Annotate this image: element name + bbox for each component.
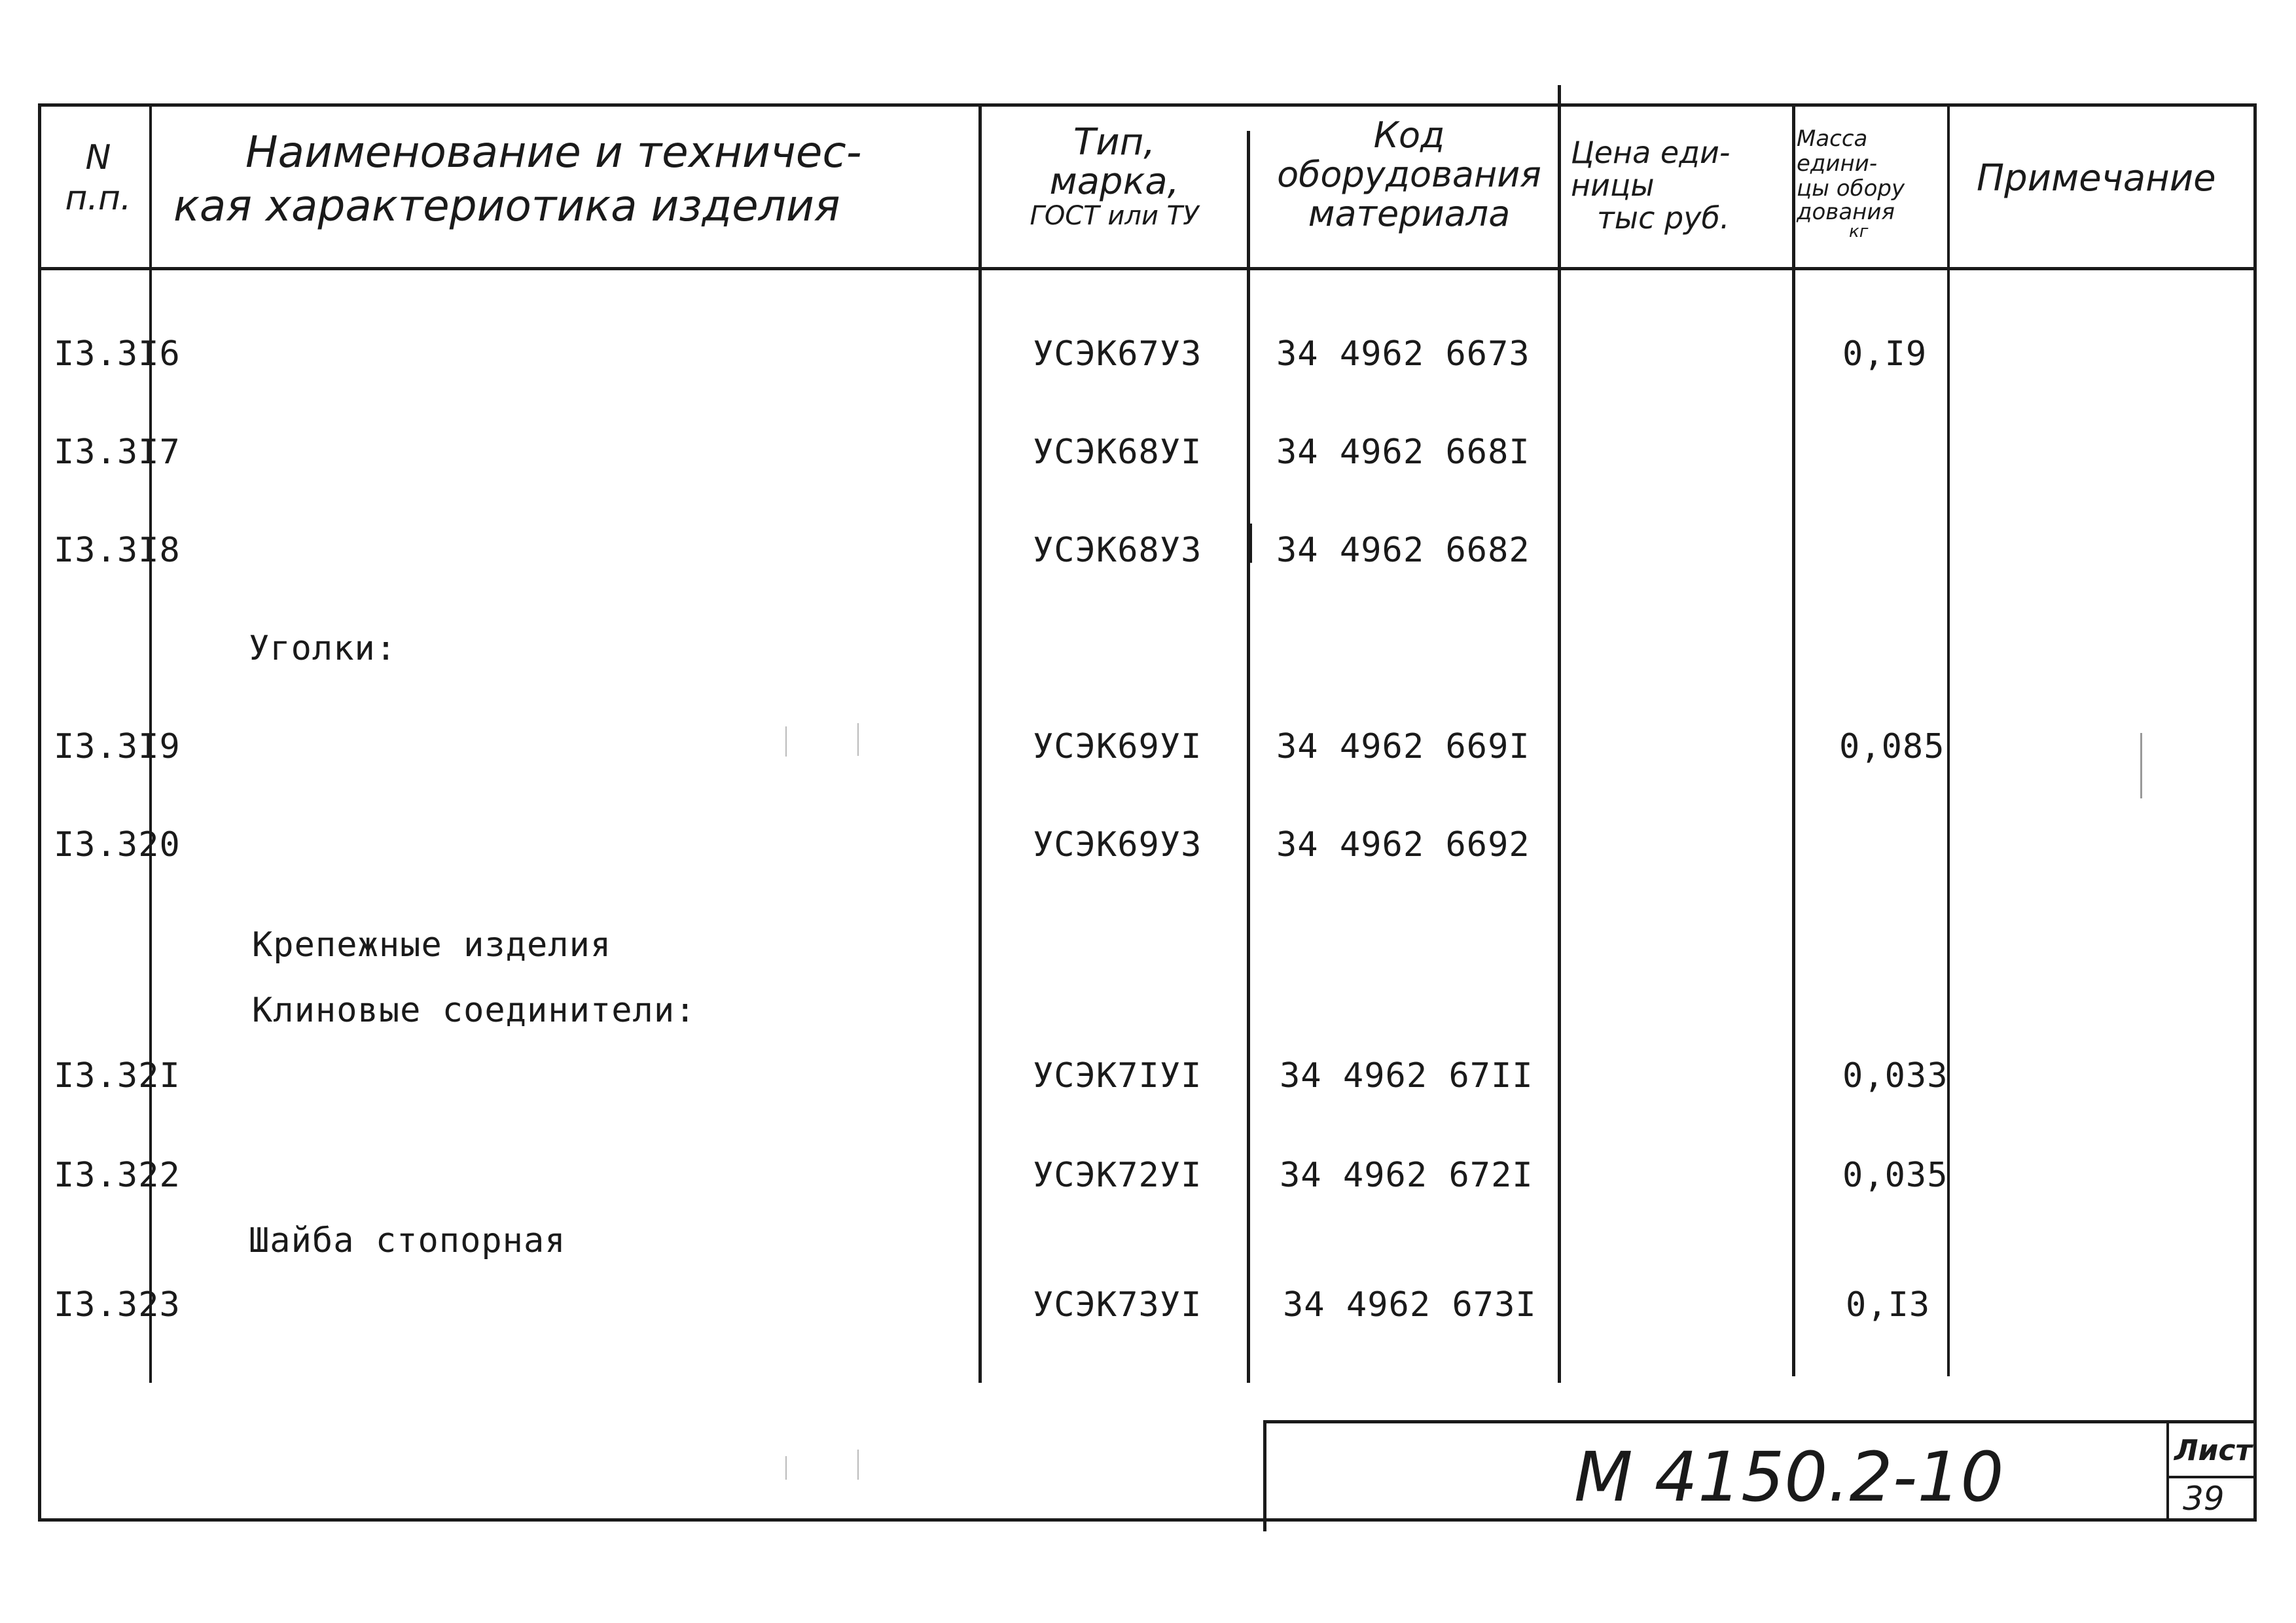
row-num: I3.3I6 (54, 334, 181, 374)
header-num-line-2: п.п. (65, 179, 132, 218)
header-type-line-2: марка, (1049, 160, 1179, 203)
header-type-line-1: Тип, (1073, 121, 1155, 164)
row-num: I3.3I7 (54, 433, 181, 472)
row-code: 34 4962 6692 (1276, 825, 1530, 865)
row-mass: 0,I3 (1846, 1285, 1931, 1325)
header-mass-line-2: едини- (1797, 151, 1878, 177)
frame-right (2253, 103, 2257, 1520)
header-code-line-1: Код (1373, 115, 1445, 156)
frame-bottom (38, 1518, 2257, 1522)
header-num-line-1: N (85, 138, 111, 177)
row-num: I3.3I9 (54, 727, 181, 766)
sheet-box-left (2166, 1420, 2169, 1522)
row-code: 34 4962 669I (1276, 727, 1530, 766)
header-mass-line-1: Масса (1797, 126, 1868, 152)
row-num: I3.322 (54, 1156, 181, 1195)
row-code: 34 4962 6673 (1276, 334, 1530, 374)
header-price-line-3: тыс руб. (1597, 200, 1730, 236)
frame-top (38, 103, 2257, 107)
row-code: 34 4962 672I (1280, 1156, 1534, 1195)
scan-speck (1247, 524, 1252, 563)
row-type: УСЭК68УI (1033, 433, 1202, 472)
row-type: УСЭК68УЗ (1033, 531, 1202, 570)
row-type: УСЭК69УI (1033, 727, 1202, 766)
header-price (1571, 135, 1731, 236)
row-name: Клиновые соединители: (252, 991, 696, 1030)
frame-left (38, 103, 41, 1520)
header-code-line-2: оборудования (1277, 154, 1541, 195)
header-num (52, 138, 144, 218)
header-code (1255, 115, 1563, 234)
row-type: УСЭК72УI (1033, 1156, 1202, 1195)
header-name-line-1: Наименование и техничес- (245, 127, 862, 177)
sheet-number: 39 (2183, 1480, 2225, 1518)
sheet-box-divider (2166, 1476, 2257, 1478)
row-mass: 0,I9 (1842, 334, 1928, 374)
row-num: I3.320 (54, 825, 181, 865)
row-code: 34 4962 668I (1276, 433, 1530, 472)
document-code: М 4150.2-10 (1574, 1437, 2004, 1517)
title-block-left (1263, 1420, 1266, 1531)
sheet-label: Лист (2174, 1434, 2252, 1467)
scan-speck (785, 726, 787, 757)
col-line-4 (1558, 85, 1561, 1383)
header-price-line-1: Цена еди- (1571, 135, 1731, 170)
header-mass-line-3: цы обору (1797, 175, 1905, 202)
scan-speck (857, 1450, 859, 1480)
row-mass: 0,035 (1842, 1156, 1948, 1195)
header-name-line-2: кая характериотика изделия (173, 181, 840, 231)
header-note: Примечание (1977, 157, 2216, 200)
header-code-line-3: материала (1308, 193, 1511, 234)
row-code: 34 4962 67II (1280, 1056, 1534, 1096)
row-mass: 0,033 (1842, 1056, 1948, 1096)
scan-speck (857, 723, 859, 756)
col-line-3 (1247, 131, 1250, 1383)
row-type: УСЭК73УI (1033, 1285, 1202, 1325)
col-line-2 (978, 103, 982, 1383)
row-name: Уголки: (249, 629, 397, 668)
col-line-5 (1792, 103, 1795, 1376)
scan-speck (2140, 733, 2142, 798)
header-mass (1797, 128, 1905, 240)
row-mass: 0,085 (1839, 727, 1945, 766)
row-num: I3.3I8 (54, 531, 181, 570)
header-type-line-3: ГОСТ или ТУ (1030, 201, 1199, 231)
row-type: УСЭК7IУI (1033, 1056, 1202, 1096)
row-num: I3.32I (54, 1056, 181, 1096)
header-name (173, 127, 862, 231)
header-price-line-2: ницы (1571, 168, 1655, 203)
row-name: Крепежные изделия (252, 925, 612, 965)
title-block-top (1263, 1420, 2257, 1423)
row-type: УСЭК69УЗ (1033, 825, 1202, 865)
header-mass-line-5: кг (1849, 222, 1869, 241)
row-code: 34 4962 673I (1283, 1285, 1537, 1325)
scan-speck (785, 1456, 787, 1480)
row-type: УСЭК67УЗ (1033, 334, 1202, 374)
row-code: 34 4962 6682 (1276, 531, 1530, 570)
header-separator (38, 267, 2257, 270)
row-name: Шайба стопорная (249, 1221, 566, 1260)
header-type (988, 121, 1240, 231)
header-mass-line-4: дования (1797, 199, 1895, 225)
row-num: I3.323 (54, 1285, 181, 1325)
